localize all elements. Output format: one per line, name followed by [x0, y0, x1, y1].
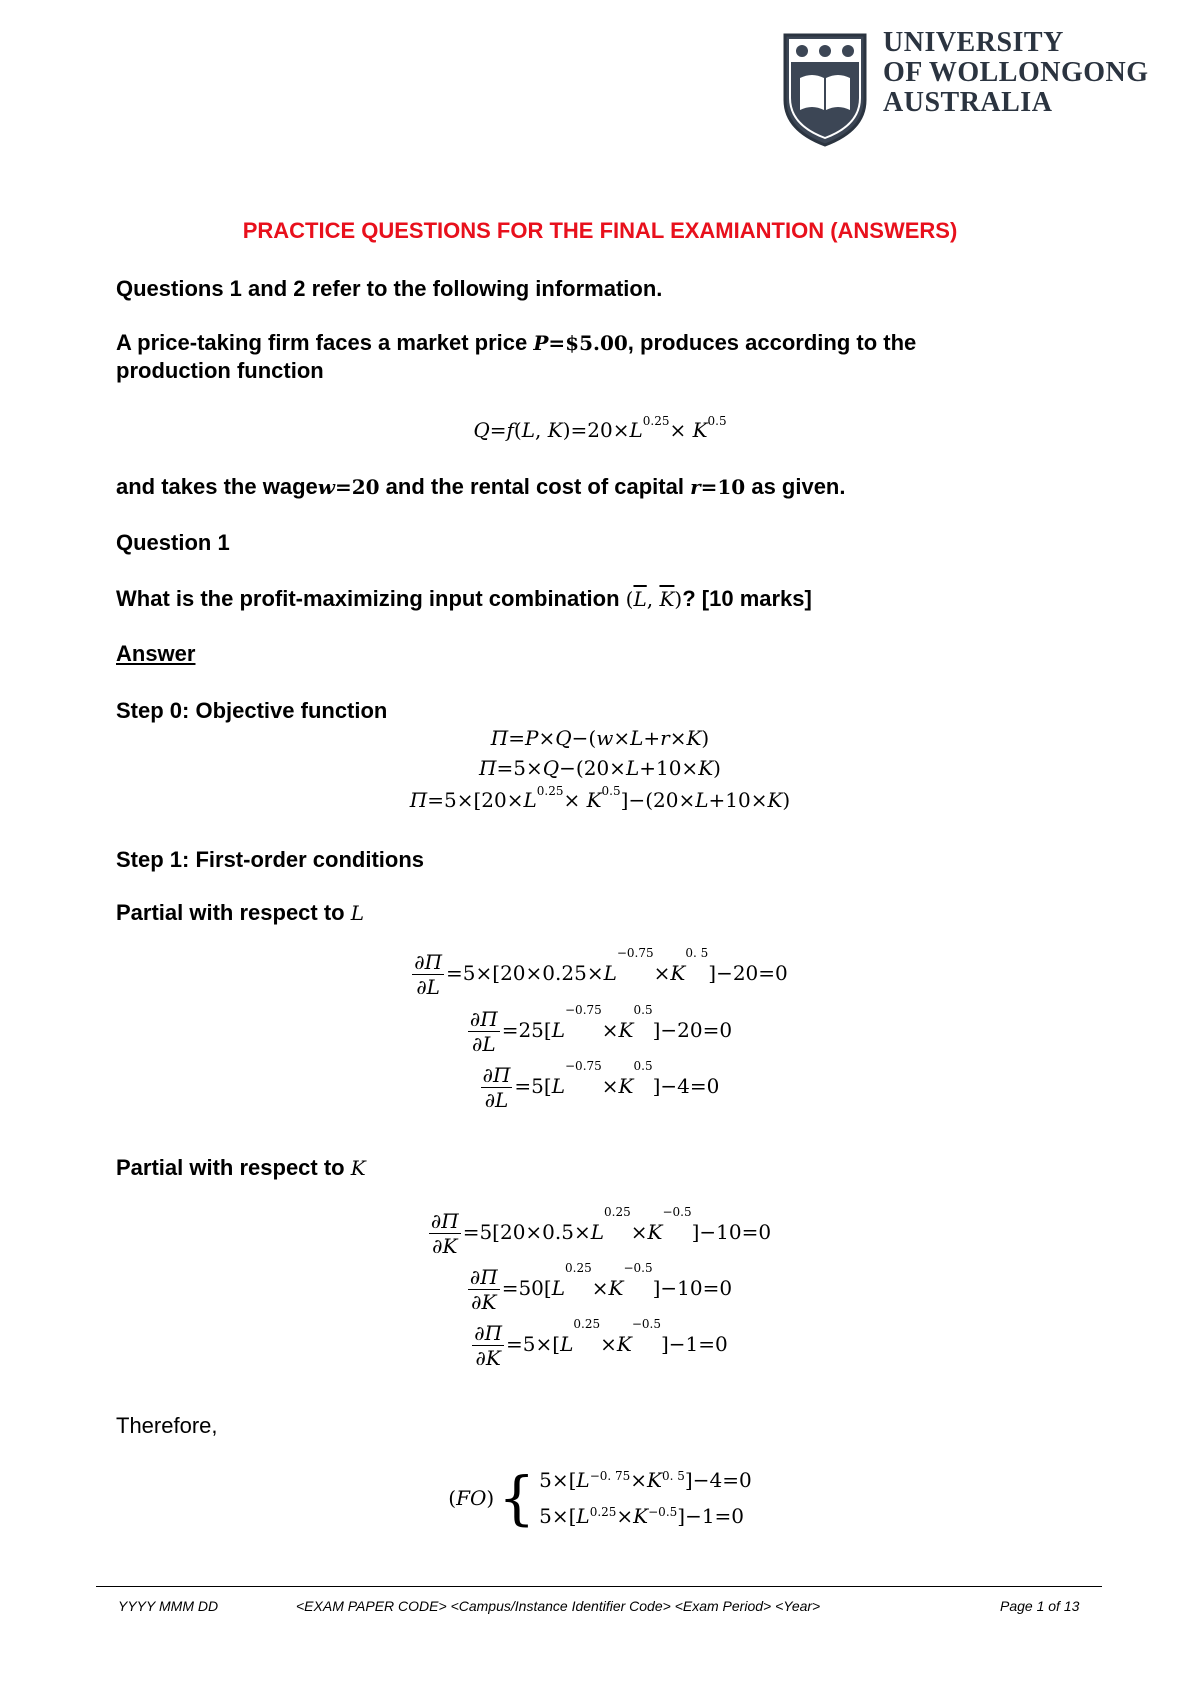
logo-line-3: AUSTRALIA [883, 87, 1053, 118]
price-formula: P=$5.00 [533, 331, 628, 355]
fraction: $\frac{\partial\Pi}{\partial K}$ [430, 1209, 459, 1258]
fo-equations [539, 1462, 752, 1534]
objective-eq-3: $\Pi=5\times[20\times L^{0.25}\times K^{0.5}]-(20\times L+10\times K)$ [409, 784, 791, 812]
answer-label: Answer [116, 641, 196, 666]
partial-L-eq-1: $\frac{\partial\Pi}{\partial L}$ $=5\times[20\times 0.25\times L^{-0.75}\times K^{0. 5}]-20=0$ [414, 946, 788, 999]
partial-L-var: L [350, 901, 365, 925]
partial-K-eq-1: $\frac{\partial\Pi}{\partial K}$ $=5[20\times 0.5\times L^{0.25}\times K^{-0.5}]-10=0$ [430, 1205, 772, 1258]
step-0-heading: Step 0: Objective function [116, 698, 388, 723]
partial-L-eq-2: $\frac{\partial\Pi}{\partial L}$ $=25[L^{-0.75}\times K^{0.5}]-20=0$ [469, 1003, 733, 1056]
fraction: $\frac{\partial\Pi}{\partial L}$ [414, 950, 443, 999]
partial-K-eq-2: $\frac{\partial\Pi}{\partial K}$ $=50[L^{0.25}\times K^{-0.5}]-10=0$ [469, 1261, 733, 1314]
fo-label: (FO) [448, 1486, 495, 1510]
partial-K-eq-3: $\frac{\partial\Pi}{\partial K}$ $=5\times[L^{0.25}\times K^{-0.5}]-1=0$ [474, 1317, 728, 1370]
rent-formula: r=10 [690, 475, 746, 499]
fraction: $\frac{\partial\Pi}{\partial L}$ [469, 1007, 498, 1056]
production-function: Q=f(L, $K)=20\times L^{0.25}\times K^{0.5}$ [473, 414, 727, 442]
question-1-heading: Question 1 [116, 530, 230, 555]
fraction: $\frac{\partial\Pi}{\partial K}$ [469, 1265, 498, 1314]
page-title: PRACTICE QUESTIONS FOR THE FINAL EXAMIANTION (ANSWERS) [242, 218, 958, 243]
brace-icon: { [498, 1464, 536, 1532]
partial-L-text: Partial with respect to [116, 900, 351, 925]
step-1-heading: Step 1: First-order conditions [116, 847, 425, 872]
partial-K-heading [116, 1155, 366, 1181]
objective-eq-1: Π=P×Q−(w×L+r×K) [490, 726, 710, 750]
partial-K-text: Partial with respect to [116, 1155, 351, 1180]
fraction: $\frac{\partial\Pi}{\partial K}$ [474, 1321, 503, 1370]
fraction: $\frac{\partial\Pi}{\partial L}$ [482, 1063, 511, 1112]
partial-L-heading [116, 900, 364, 926]
crest-icon [780, 30, 870, 148]
question-1-text-a: What is the profit-maximizing input combination [116, 586, 626, 611]
wage-formula: w=20 [317, 475, 380, 499]
logo-line-1: UNIVERSITY [883, 27, 1064, 58]
question-1-text-b: ? [10 marks] [682, 586, 812, 611]
input-combination: ($\overline{L}$, $\overline{K}$) [625, 587, 683, 611]
intro-line1-a: A price-taking firm faces a market price [116, 330, 534, 355]
footer-date: YYYY MMM DD [118, 1598, 219, 1614]
logo-line-2: OF WOLLONGONG [883, 57, 1149, 88]
fo-system-block [448, 1462, 751, 1534]
fo-system [0, 1462, 1200, 1534]
wage-a: and takes the wage [116, 474, 318, 499]
fo-eq-1: $5\times[L^{-0. 75}\times K^{0. 5}]-4=0$ [539, 1468, 752, 1492]
wage-c: as given. [745, 474, 846, 499]
fo-eq-2: $5\times[L^{0.25}\times K^{-0.5}]-1=0$ [539, 1504, 745, 1528]
footer-page: Page 1 of 13 [1000, 1598, 1080, 1614]
intro-line1-b: , produces according to the [627, 330, 917, 355]
wage-b: and the rental cost of capital [379, 474, 691, 499]
partial-L-eq-3: $\frac{\partial\Pi}{\partial L}$ $=5[L^{-0.75}\times K^{0.5}]-4=0$ [482, 1059, 720, 1112]
footer-divider [96, 1586, 1102, 1587]
question-1-text [116, 586, 812, 612]
university-name [883, 28, 1149, 118]
partial-K-var: K [350, 1156, 366, 1180]
therefore-text: Therefore, [116, 1413, 218, 1438]
objective-eq-2: Π=5×Q−(20×L+10×K) [479, 756, 721, 780]
intro-line2: production function [116, 358, 324, 383]
footer-code: <EXAM PAPER CODE> <Campus/Instance Identifier Code> <Exam Period> <Year> [296, 1598, 821, 1614]
intro-refer: Questions 1 and 2 refer to the following information. [116, 276, 663, 301]
wage-line [116, 474, 846, 500]
intro-price-line [116, 330, 916, 356]
